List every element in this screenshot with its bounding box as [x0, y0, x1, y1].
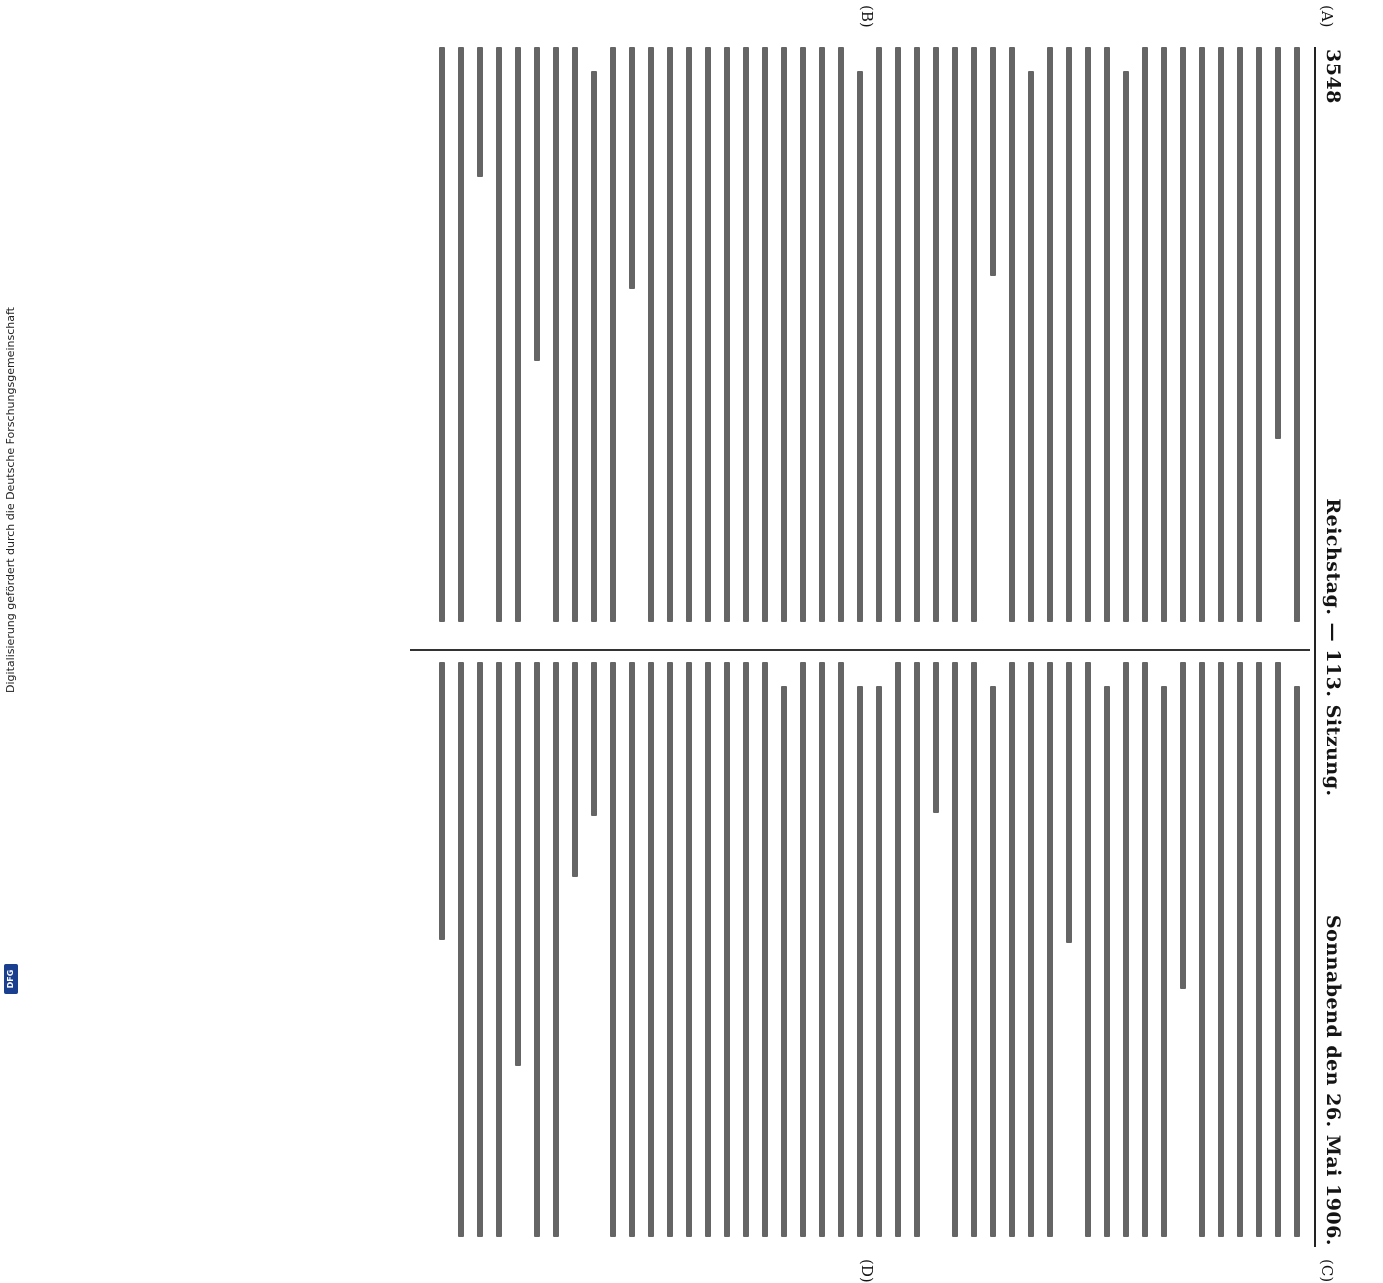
text-line — [990, 686, 996, 1237]
text-line — [933, 47, 939, 622]
text-line — [1142, 662, 1148, 1237]
text-line — [724, 47, 730, 622]
text-line — [971, 662, 977, 1237]
text-line — [1009, 662, 1015, 1237]
text-line — [952, 662, 958, 1237]
text-line — [1275, 47, 1281, 439]
text-line — [895, 47, 901, 622]
text-line — [1180, 47, 1186, 622]
text-line — [781, 686, 787, 1237]
text-line — [724, 662, 730, 1237]
text-line — [515, 47, 521, 622]
margin-letter-a: (A) — [1318, 5, 1336, 28]
text-line — [572, 47, 578, 622]
dfg-logo-text: DFG — [6, 969, 15, 989]
text-line — [629, 662, 635, 1237]
text-line — [1047, 47, 1053, 622]
text-line — [971, 47, 977, 622]
text-line — [933, 662, 939, 813]
text-line — [1161, 686, 1167, 1237]
text-line — [439, 662, 445, 940]
text-line — [1237, 662, 1243, 1237]
running-title: Reichstag. — 113. Sitzung. — [1322, 498, 1344, 797]
text-line — [800, 47, 806, 622]
page-content — [401, 5, 1346, 1283]
text-line — [1180, 662, 1186, 989]
text-line — [686, 662, 692, 1237]
margin-letter-c: (C) — [1318, 1259, 1336, 1283]
text-line — [838, 662, 844, 1237]
text-line — [1161, 47, 1167, 622]
text-line — [496, 47, 502, 622]
text-line — [1199, 47, 1205, 622]
text-line — [819, 662, 825, 1237]
text-line — [553, 662, 559, 1237]
text-line — [1085, 47, 1091, 622]
text-line — [458, 47, 464, 622]
text-line — [515, 662, 521, 1066]
text-line — [1123, 662, 1129, 1237]
text-line — [819, 47, 825, 622]
text-line — [1294, 686, 1300, 1237]
session-date: Sonnabend den 26. Mai 1906. — [1322, 914, 1344, 1246]
text-line — [553, 47, 559, 622]
text-line — [477, 662, 483, 1237]
digitization-note-text: Digitalisierung gefördert durch die Deutsche Forschungsgemeinschaft — [4, 307, 17, 693]
text-column-right — [411, 662, 1306, 1247]
text-line — [762, 47, 768, 622]
text-line — [458, 662, 464, 1237]
text-line — [895, 662, 901, 1237]
text-line — [1256, 47, 1262, 622]
text-line — [1104, 686, 1110, 1237]
text-line — [800, 662, 806, 1237]
text-line — [1142, 47, 1148, 622]
text-line — [705, 662, 711, 1237]
text-line — [857, 686, 863, 1237]
text-line — [914, 662, 920, 1237]
text-line — [762, 662, 768, 1237]
text-line — [838, 47, 844, 622]
text-line — [1294, 47, 1300, 622]
text-line — [1275, 662, 1281, 1237]
column-divider — [410, 649, 1310, 651]
header-rule — [1314, 47, 1316, 1247]
text-line — [591, 71, 597, 622]
text-line — [534, 662, 540, 1237]
text-column-left — [411, 47, 1306, 632]
text-line — [990, 47, 996, 276]
text-line — [1085, 662, 1091, 1237]
text-line — [914, 47, 920, 622]
text-line — [876, 47, 882, 622]
text-line — [610, 662, 616, 1237]
digitization-note — [2, 0, 22, 1000]
text-line — [743, 662, 749, 1237]
text-line — [477, 47, 483, 177]
text-line — [1066, 662, 1072, 943]
text-line — [686, 47, 692, 622]
text-line — [648, 47, 654, 622]
text-line — [534, 47, 540, 361]
rotated-page — [401, 5, 1346, 1283]
text-line — [1028, 71, 1034, 622]
text-line — [1047, 662, 1053, 1237]
text-line — [1237, 47, 1243, 622]
text-line — [610, 47, 616, 622]
text-line — [1066, 47, 1072, 622]
text-line — [876, 686, 882, 1237]
text-line — [1256, 662, 1262, 1237]
text-line — [743, 47, 749, 622]
dfg-logo — [4, 964, 18, 994]
text-line — [1218, 47, 1224, 622]
text-line — [591, 662, 597, 816]
text-line — [1028, 662, 1034, 1237]
margin-letter-b: (B) — [858, 5, 876, 28]
running-header — [1316, 37, 1346, 1258]
text-line — [1123, 71, 1129, 622]
text-line — [1009, 47, 1015, 622]
text-line — [648, 662, 654, 1237]
text-line — [629, 47, 635, 289]
text-line — [952, 47, 958, 622]
margin-letter-d: (D) — [858, 1259, 876, 1283]
text-line — [572, 662, 578, 877]
text-line — [705, 47, 711, 622]
text-line — [667, 662, 673, 1237]
text-line — [1199, 662, 1205, 1237]
page-number: 3548 — [1322, 49, 1344, 104]
text-line — [496, 662, 502, 1237]
text-line — [1104, 47, 1110, 622]
text-line — [1218, 662, 1224, 1237]
text-line — [857, 71, 863, 622]
text-line — [439, 47, 445, 622]
text-line — [781, 47, 787, 622]
text-line — [667, 47, 673, 622]
